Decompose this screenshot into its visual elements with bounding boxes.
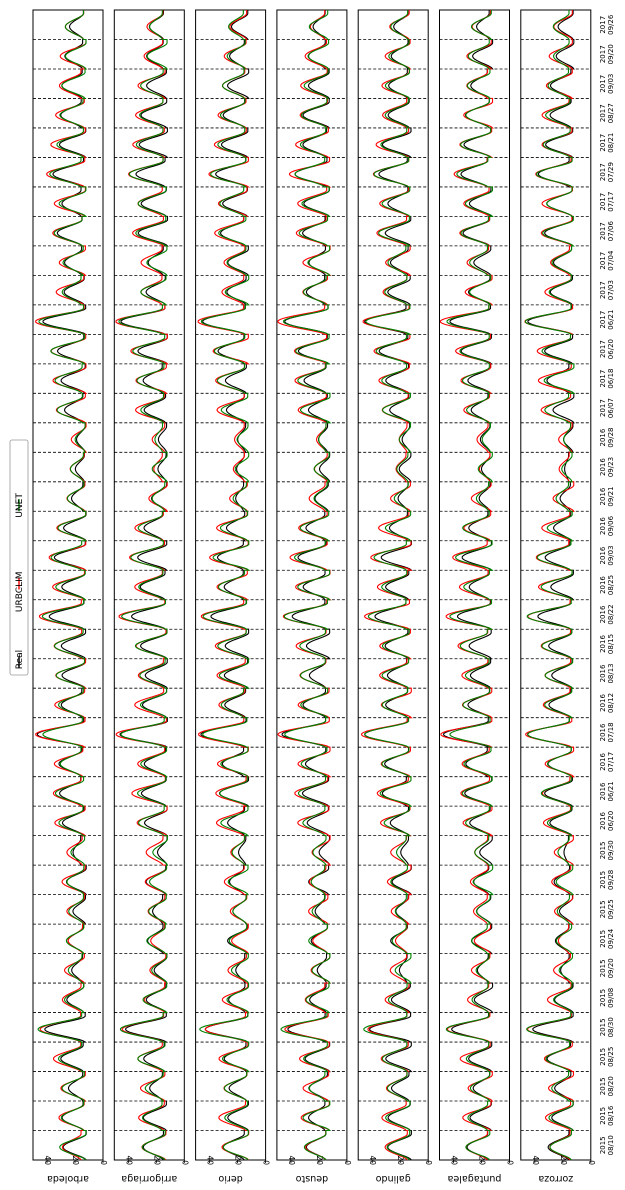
panel-label: deusto — [295, 1173, 329, 1184]
legend-label: URBCLIM — [15, 571, 25, 613]
date-tick-year: 2016 — [598, 458, 607, 476]
date-tick — [599, 663, 615, 683]
ytick-label: 40 — [286, 1155, 296, 1165]
date-tick-md: 06/21 — [606, 309, 615, 330]
panel-label: puntagalea — [447, 1173, 502, 1184]
date-tick — [599, 14, 615, 35]
date-tick-md: 07/17 — [606, 191, 615, 212]
date-tick — [599, 74, 615, 94]
date-tick-md: 06/20 — [606, 810, 615, 831]
series-line-urbclim — [36, 10, 86, 1160]
date-tick — [599, 103, 615, 123]
date-tick — [599, 693, 615, 713]
ytick-label: 0 — [424, 1160, 434, 1165]
ytick-label: 40 — [368, 1155, 378, 1165]
date-tick-md: 09/23 — [606, 456, 615, 478]
date-tick — [599, 575, 615, 595]
series-line-real — [365, 10, 412, 1160]
date-tick — [599, 928, 615, 949]
date-tick — [599, 427, 615, 447]
panel-frame — [521, 10, 591, 1160]
date-tick-md: 08/27 — [606, 103, 615, 124]
date-tick — [599, 840, 615, 860]
series-line-real — [201, 10, 249, 1160]
date-tick-year: 2017 — [598, 399, 607, 417]
date-tick — [599, 486, 615, 506]
date-tick-md: 07/03 — [606, 280, 615, 301]
panel-arboleda — [33, 10, 108, 1184]
date-tick-md: 06/18 — [606, 368, 615, 389]
panel-label: galindo — [375, 1173, 411, 1184]
ytick-label: 0 — [505, 1160, 515, 1165]
date-tick-md: 08/21 — [606, 132, 615, 153]
date-tick-year: 2015 — [598, 1136, 607, 1155]
date-tick-md: 08/10 — [606, 1135, 615, 1156]
date-tick — [599, 457, 615, 477]
date-tick — [599, 722, 615, 742]
panel-label: derio — [218, 1173, 243, 1184]
date-tick — [599, 280, 615, 300]
ytick-label: 20 — [477, 1155, 487, 1165]
ytick-label: 0 — [586, 1160, 596, 1165]
panel-frame — [33, 10, 103, 1160]
date-tick-year: 2017 — [598, 222, 607, 241]
date-tick-md: 06/20 — [606, 339, 615, 360]
date-tick — [599, 515, 615, 536]
series-line-unet — [200, 10, 249, 1160]
date-tick-labels — [599, 14, 615, 1155]
ytick-label: 40 — [530, 1155, 540, 1165]
panel-frame — [277, 10, 347, 1160]
date-tick-md: 08/25 — [606, 574, 615, 596]
date-tick — [599, 781, 615, 801]
date-tick — [599, 398, 615, 418]
series-line-urbclim — [525, 10, 574, 1160]
date-tick — [599, 1047, 615, 1067]
panel-derio — [196, 10, 271, 1184]
ytick-label: 20 — [558, 1155, 568, 1165]
ytick-label: 0 — [261, 1160, 271, 1165]
date-tick — [599, 368, 615, 388]
date-tick-md: 07/17 — [606, 751, 615, 773]
date-tick — [599, 310, 615, 330]
date-tick-year: 2017 — [598, 251, 607, 270]
date-tick — [599, 44, 615, 64]
date-tick — [599, 221, 615, 242]
date-tick-md: 07/29 — [606, 162, 615, 183]
series-line-real — [282, 10, 330, 1160]
ytick-label: 40 — [205, 1155, 215, 1165]
date-tick — [599, 192, 615, 212]
panels — [33, 10, 596, 1184]
date-tick-year: 2015 — [598, 959, 607, 978]
date-tick — [599, 752, 615, 772]
date-tick — [599, 133, 615, 153]
ytick-label: 0 — [342, 1160, 352, 1165]
date-tick-md: 07/18 — [606, 722, 615, 743]
panel-puntagalea — [440, 10, 515, 1184]
date-tick-year: 2017 — [598, 45, 607, 64]
date-tick — [599, 604, 615, 624]
date-tick-year: 2015 — [598, 841, 607, 860]
legend-label: UNET — [15, 493, 25, 518]
ytick-label: 20 — [396, 1155, 406, 1165]
ytick-label: 40 — [124, 1155, 134, 1165]
date-tick — [599, 899, 615, 919]
date-tick-year: 2017 — [598, 74, 607, 93]
date-tick-md: 07/04 — [606, 250, 615, 271]
date-tick-year: 2016 — [598, 723, 607, 742]
date-tick-md: 09/03 — [606, 545, 615, 566]
date-tick-year: 2017 — [598, 281, 607, 300]
series-line-real — [120, 10, 167, 1160]
date-tick — [599, 958, 615, 978]
date-tick — [599, 1076, 615, 1096]
panel-galindo — [358, 10, 433, 1184]
series-line-real — [528, 10, 574, 1160]
date-tick-md: 07/06 — [606, 221, 615, 242]
date-tick-year: 2015 — [598, 929, 607, 948]
date-tick — [599, 250, 615, 271]
date-tick-md: 09/20 — [606, 44, 615, 65]
ytick-label: 20 — [314, 1155, 324, 1165]
date-tick-year: 2016 — [598, 664, 607, 683]
panel-zorroza — [521, 10, 596, 1184]
date-tick-year: 2015 — [598, 1106, 607, 1125]
date-tick-md: 09/21 — [606, 486, 615, 507]
legend-label: Real — [15, 649, 25, 670]
date-tick-md: 08/20 — [606, 1076, 615, 1097]
date-tick-year: 2016 — [598, 546, 607, 565]
date-tick-year: 2015 — [598, 1077, 607, 1096]
date-tick-year: 2017 — [598, 104, 607, 123]
date-tick-year: 2017 — [598, 133, 607, 152]
date-tick-md: 09/25 — [606, 899, 615, 920]
date-tick-year: 2015 — [598, 900, 607, 919]
date-tick-md: 08/15 — [606, 633, 615, 655]
date-tick-year: 2016 — [598, 576, 607, 594]
date-tick-md: 06/07 — [606, 397, 615, 419]
date-tick-md: 09/20 — [606, 958, 615, 979]
series-line-unet — [281, 10, 330, 1160]
series-line-urbclim — [198, 10, 249, 1160]
date-tick-year: 2016 — [598, 428, 607, 447]
date-tick-md: 08/30 — [606, 1017, 615, 1038]
series-line-real — [444, 10, 493, 1160]
date-tick-md: 09/03 — [606, 73, 615, 94]
series-line-urbclim — [440, 10, 492, 1160]
panel-arrigorriaga — [114, 10, 189, 1184]
date-tick — [599, 339, 615, 359]
date-tick — [599, 1017, 615, 1037]
date-tick-year: 2016 — [598, 811, 607, 830]
date-tick-year: 2016 — [598, 753, 607, 771]
date-tick-md: 08/16 — [606, 1105, 615, 1126]
date-tick-year: 2016 — [598, 635, 607, 653]
date-tick-md: 08/25 — [606, 1046, 615, 1067]
date-tick — [599, 634, 615, 654]
date-tick — [599, 870, 615, 890]
date-tick-year: 2015 — [598, 870, 607, 889]
series-line-unet — [38, 10, 86, 1160]
date-tick-year: 2016 — [598, 605, 607, 624]
date-tick-year: 2016 — [598, 782, 607, 801]
date-tick-md: 09/30 — [606, 840, 615, 861]
date-tick-year: 2016 — [598, 694, 607, 712]
date-tick-md: 09/26 — [606, 14, 615, 35]
date-tick — [599, 988, 615, 1008]
series-line-unet — [525, 10, 573, 1160]
date-tick-md: 09/24 — [606, 928, 615, 949]
date-tick-md: 09/08 — [606, 987, 615, 1008]
date-tick-year: 2017 — [598, 340, 607, 359]
date-tick-year: 2016 — [598, 517, 607, 535]
date-tick-year: 2017 — [598, 369, 607, 388]
panel-label: arrigorriaga — [121, 1173, 178, 1184]
date-tick-year: 2017 — [598, 163, 607, 182]
legend — [10, 440, 28, 675]
date-tick-year: 2015 — [598, 1047, 607, 1066]
date-tick — [599, 162, 615, 182]
ytick-label: 20 — [233, 1155, 243, 1165]
panel-frame — [196, 10, 266, 1160]
date-tick-md: 09/28 — [606, 869, 615, 890]
panel-frame — [358, 10, 428, 1160]
legend-box — [10, 440, 28, 675]
series-line-unet — [119, 10, 167, 1160]
series-line-real — [37, 10, 86, 1160]
date-tick-year: 2017 — [598, 192, 607, 211]
date-tick-md: 09/28 — [606, 427, 615, 448]
ytick-label: 0 — [99, 1160, 108, 1165]
panel-label: zorroza — [538, 1173, 574, 1184]
panel-label: arboleda — [47, 1173, 89, 1184]
ytick-label: 20 — [152, 1155, 162, 1165]
date-tick-year: 2015 — [598, 988, 607, 1007]
date-tick-md: 08/13 — [606, 663, 615, 684]
ytick-label: 40 — [43, 1155, 52, 1165]
date-tick — [599, 1135, 615, 1155]
date-tick — [599, 1105, 615, 1126]
ytick-label: 20 — [71, 1155, 80, 1165]
date-tick-md: 09/06 — [606, 515, 615, 537]
date-tick-year: 2017 — [598, 310, 607, 329]
panel-deusto — [277, 10, 352, 1184]
ytick-label: 0 — [180, 1160, 190, 1165]
date-tick-year: 2016 — [598, 487, 607, 506]
date-tick-year: 2017 — [598, 15, 607, 34]
date-tick-md: 08/12 — [606, 692, 615, 714]
ytick-label: 40 — [449, 1155, 459, 1165]
date-tick — [599, 545, 615, 565]
date-tick — [599, 811, 615, 831]
date-tick-year: 2015 — [598, 1018, 607, 1037]
date-tick-md: 06/21 — [606, 781, 615, 802]
date-tick-md: 08/22 — [606, 604, 615, 625]
